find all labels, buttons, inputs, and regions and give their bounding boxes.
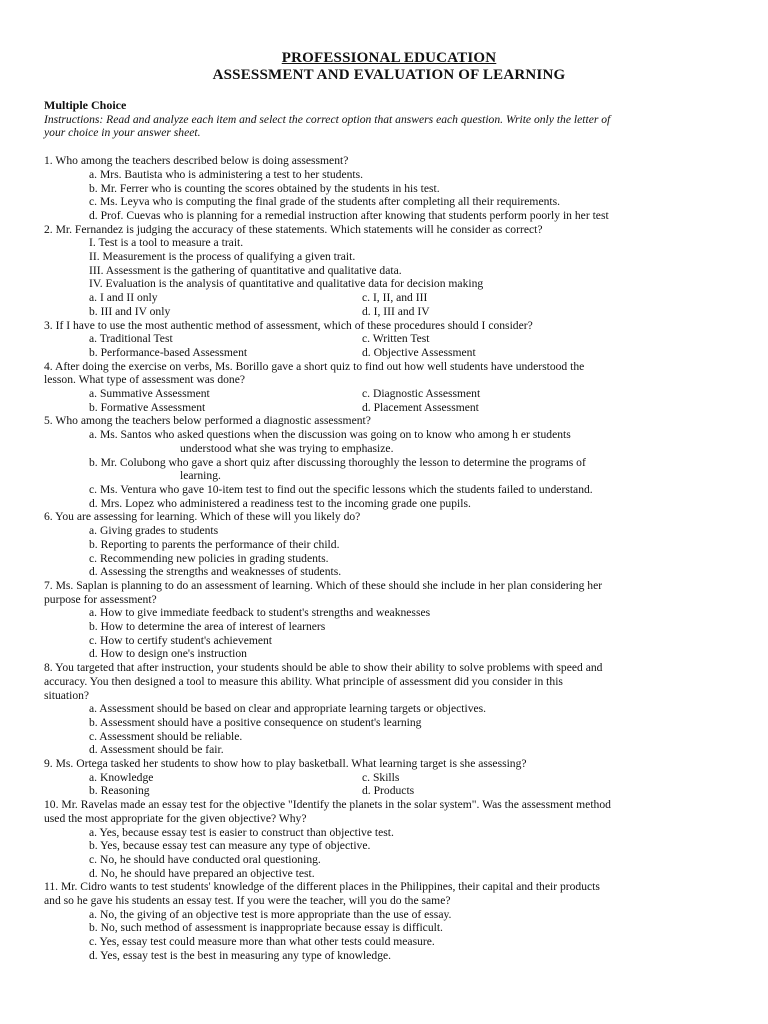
answer-option: b. Mr. Ferrer who is counting the scores obtained by the students in his test.	[89, 181, 440, 195]
question-stem: 8. You targeted that after instruction, your students should be able to show their ability to solve problems with speed and	[44, 661, 603, 675]
question-item	[44, 757, 734, 798]
question-list	[44, 154, 734, 962]
question-item	[44, 798, 734, 880]
answer-option: a. Summative Assessment	[89, 387, 210, 401]
answer-option: c. I, II, and III	[362, 291, 428, 305]
answer-option: c. Written Test	[362, 332, 430, 346]
answer-option: c. Yes, essay test could measure more than what other tests could measure.	[89, 935, 435, 949]
answer-option: d. I, III and IV	[362, 304, 430, 318]
answer-option: c. Ms. Ventura who gave 10-item test to find out the specific lessons which the students failed to understand.	[89, 482, 593, 496]
question-item	[44, 880, 734, 962]
answer-option-row	[44, 305, 734, 319]
answer-option: d. Placement Assessment	[362, 400, 479, 414]
answer-option-row	[44, 771, 734, 785]
question-stem: situation?	[44, 688, 90, 702]
answer-option: a. How to give immediate feedback to student's strengths and weaknesses	[89, 606, 431, 620]
answer-option-row	[44, 401, 734, 415]
instructions-line: your choice in your answer sheet.	[44, 126, 201, 140]
document-page	[44, 50, 734, 963]
answer-option: a. Mrs. Bautista who is administering a test to her students.	[89, 167, 364, 181]
instructions-line: Instructions: Read and analyze each item and select the correct option that answers each question. Write only the letter of	[44, 112, 611, 126]
answer-option-row	[44, 387, 734, 401]
answer-option: d. Mrs. Lopez who administered a readiness test to the incoming grade one pupils.	[89, 496, 471, 510]
answer-option: a. No, the giving of an objective test is more appropriate than the use of essay.	[89, 907, 452, 921]
question-stem: and so he gave his students an essay test. If you were the teacher, will you do the same?	[44, 894, 451, 908]
question-item	[44, 360, 734, 415]
answer-option: a. Knowledge	[89, 770, 154, 784]
section-heading: Multiple Choice	[44, 98, 127, 112]
answer-option: b. III and IV only	[89, 304, 171, 318]
question-item	[44, 319, 734, 360]
question-stem: 6. You are assessing for learning. Which of these will you likely do?	[44, 510, 361, 524]
question-stem: 3. If I have to use the most authentic method of assessment, which of these procedures should I consider?	[44, 318, 533, 332]
question-item	[44, 579, 734, 661]
question-stem: 5. Who among the teachers below performed a diagnostic assessment?	[44, 414, 371, 428]
statement-line: II. Measurement is the process of qualifying a given trait.	[89, 250, 356, 264]
answer-option: b. Reporting to parents the performance of their child.	[89, 537, 340, 551]
answer-option-continuation: learning.	[180, 469, 221, 483]
answer-option: c. No, he should have conducted oral questioning.	[89, 852, 321, 866]
answer-option: c. How to certify student's achievement	[89, 633, 273, 647]
answer-option: b. Yes, because essay test can measure any type of objective.	[89, 839, 371, 853]
question-stem: 10. Mr. Ravelas made an essay test for the objective "Identify the planets in the solar system". Was the assessment method	[44, 798, 611, 812]
question-stem: purpose for assessment?	[44, 592, 157, 606]
answer-option: d. Yes, essay test is the best in measuring any type of knowledge.	[89, 948, 392, 962]
answer-option: d. Assessment should be fair.	[89, 743, 224, 757]
answer-option: a. I and II only	[89, 291, 158, 305]
answer-option: b. Reasoning	[89, 784, 150, 798]
answer-option: a. Assessment should be based on clear and appropriate learning targets or objectives.	[89, 702, 487, 716]
answer-option: b. Mr. Colubong who gave a short quiz after discussing thoroughly the lesson to determine the programs of	[89, 455, 586, 469]
answer-option-row	[44, 291, 734, 305]
answer-option: d. Objective Assessment	[362, 345, 476, 359]
answer-option-row	[44, 784, 734, 798]
answer-option: c. Skills	[362, 770, 400, 784]
question-stem: 2. Mr. Fernandez is judging the accuracy of these statements. Which statements will he consider as correct?	[44, 222, 543, 236]
answer-option: a. Giving grades to students	[89, 524, 219, 538]
answer-option: d. Products	[362, 784, 415, 798]
question-stem: 7. Ms. Saplan is planning to do an assessment of learning. Which of these should she include in her plan considering her	[44, 578, 603, 592]
answer-option: c. Recommending new policies in grading students.	[89, 551, 329, 565]
answer-option: b. No, such method of assessment is inappropriate because essay is difficult.	[89, 921, 443, 935]
answer-option: d. How to design one's instruction	[89, 647, 247, 661]
question-item	[44, 223, 734, 319]
answer-option: d. Prof. Cuevas who is planning for a remedial instruction after knowing that students perform poorly in her test	[89, 208, 609, 222]
answer-option: d. No, he should have prepared an objective test.	[89, 866, 315, 880]
answer-option: c. Assessment should be reliable.	[89, 729, 243, 743]
statement-line: IV. Evaluation is the analysis of quantitative and qualitative data for decision making	[89, 277, 484, 291]
question-stem: 1. Who among the teachers described below is doing assessment?	[44, 154, 349, 168]
answer-option: b. Performance-based Assessment	[89, 345, 248, 359]
answer-option: b. Assessment should have a positive consequence on student's learning	[89, 715, 422, 729]
statement-line: I. Test is a tool to measure a trait.	[89, 236, 244, 250]
document-title: PROFESSIONAL EDUCATION	[281, 50, 497, 66]
question-stem: 9. Ms. Ortega tasked her students to show how to play basketball. What learning target is she assessing?	[44, 757, 527, 771]
answer-option: a. Ms. Santos who asked questions when the discussion was going on to know who among h er students	[89, 428, 571, 442]
answer-option: c. Diagnostic Assessment	[362, 387, 481, 401]
question-item	[44, 661, 734, 757]
question-stem: 11. Mr. Cidro wants to test students' knowledge of the different places in the Philippines, their capital and their products	[44, 880, 600, 894]
question-item	[44, 414, 734, 510]
question-stem: accuracy. You then designed a tool to measure this ability. What principle of assessment did you consider in this	[44, 674, 563, 688]
answer-option-row	[44, 332, 734, 346]
answer-option-row	[44, 346, 734, 360]
answer-option: c. Ms. Leyva who is computing the final grade of the students after completing all their requirements.	[89, 195, 561, 209]
question-stem: used the most appropriate for the given objective? Why?	[44, 811, 307, 825]
question-stem: lesson. What type of assessment was done?	[44, 373, 246, 387]
answer-option: a. Traditional Test	[89, 332, 173, 346]
question-stem: 4. After doing the exercise on verbs, Ms. Borillo gave a short quiz to find out how well students have understood the	[44, 359, 585, 373]
document-subtitle: ASSESSMENT AND EVALUATION OF LEARNING	[212, 67, 566, 83]
answer-option: b. How to determine the area of interest of learners	[89, 620, 326, 634]
answer-option: d. Assessing the strengths and weaknesses of students.	[89, 565, 342, 579]
statement-line: III. Assessment is the gathering of quantitative and qualitative data.	[89, 263, 402, 277]
answer-option: a. Yes, because essay test is easier to construct than objective test.	[89, 825, 394, 839]
answer-option: b. Formative Assessment	[89, 400, 206, 414]
answer-option-continuation: understood what she was trying to emphasize.	[180, 441, 394, 455]
question-item	[44, 154, 734, 223]
question-item	[44, 510, 734, 579]
